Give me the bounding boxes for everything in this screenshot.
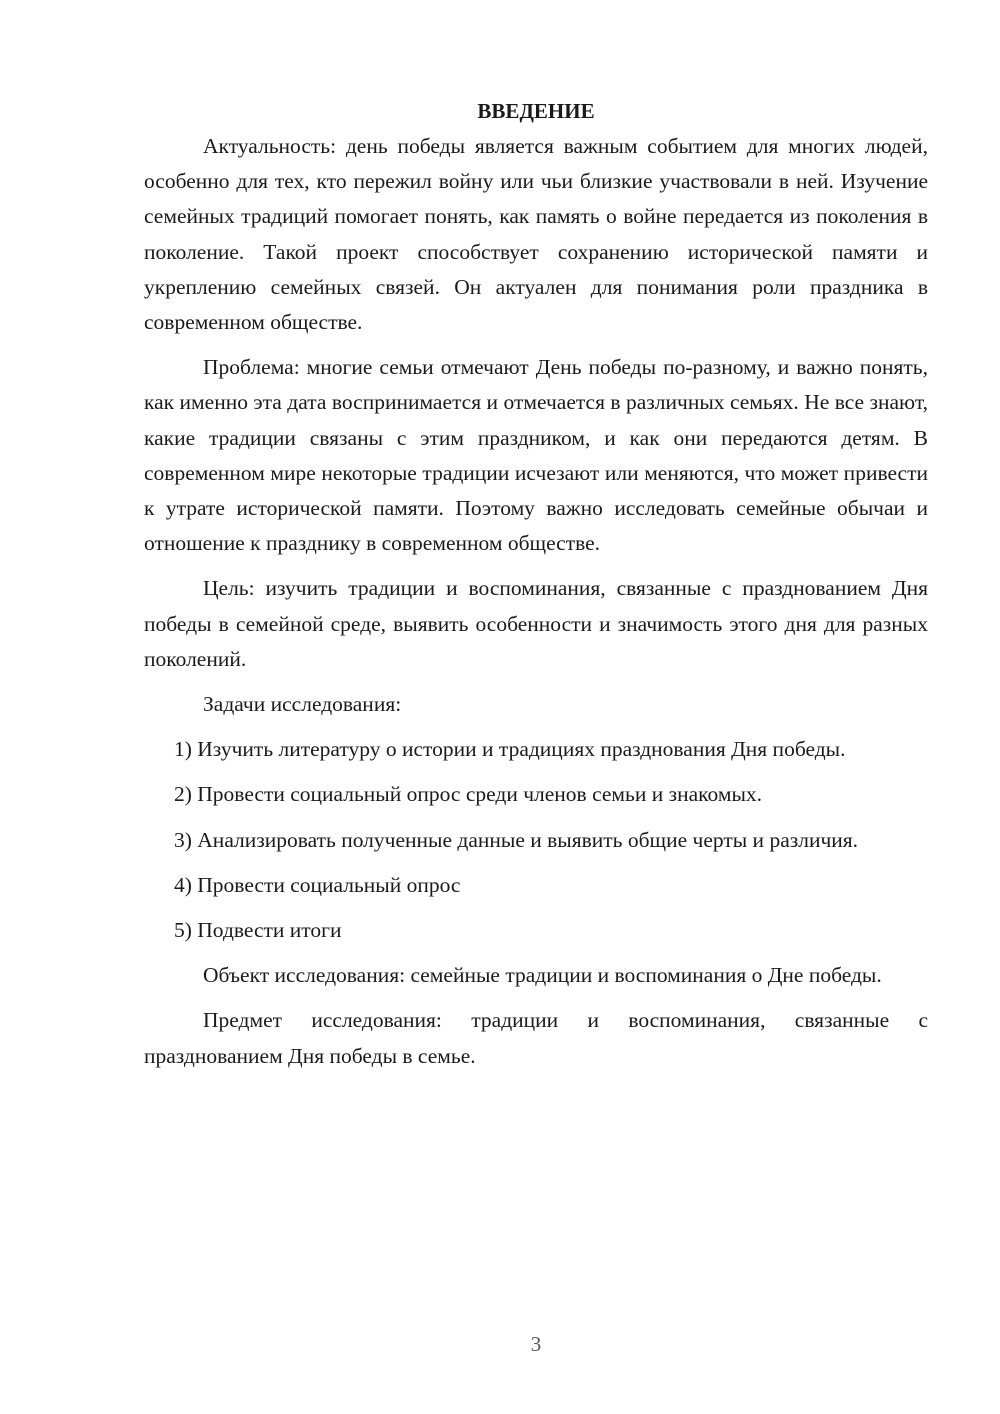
paragraph-goal: Цель: изучить традиции и воспоминания, связанные с празднованием Дня победы в семейной среде, выявить особенности и значимость этого дня для разных поколений. [144, 576, 928, 671]
task-item: 3) Анализировать полученные данные и выявить общие черты и различия. [174, 827, 859, 852]
document-page [144, 94, 928, 1074]
task-item: 5) Подвести итоги [174, 918, 342, 943]
task-item: 4) Провести социальный опрос [174, 872, 461, 897]
paragraph-subject: Предмет исследования: традиции и воспоминания, связанные с празднованием Дня победы в семье. [144, 1008, 928, 1068]
paragraph-object: Объект исследования: семейные традиции и воспоминания о Дне победы. [203, 963, 882, 988]
task-item: 2) Провести социальный опрос среди членов семьи и знакомых. [174, 782, 763, 807]
task-item: 1) Изучить литературу о истории и традициях празднования Дня победы. [174, 737, 846, 762]
paragraph-relevance: Актуальность: день победы является важным событием для многих людей, особенно для тех, кто пережил войну или чьи близкие участвовали в ней. Изучение семейных традиций помогает понять, как память о войне передается из поколения в поколение. Такой проект способствует сохранению исторической памяти и укреплению семейных связей. Он актуален для понимания роли праздника в современном обществе. [144, 134, 928, 335]
page-title: ВВЕДЕНИЕ [477, 99, 595, 123]
paragraph-problem: Проблема: многие семьи отмечают День победы по-разному, и важно понять, как именно эта дата воспринимается и отмечается в различных семьях. Не все знают, какие традиции связаны с этим праздником, и как они передаются детям. В современном мире некоторые традиции исчезают или меняются, что может привести к утрате исторической памяти. Поэтому важно исследовать семейные обычаи и отношение к празднику в современном обществе. [144, 355, 928, 556]
page-number: 3 [530, 1332, 542, 1356]
tasks-list [144, 732, 928, 948]
tasks-heading: Задачи исследования: [203, 692, 402, 717]
